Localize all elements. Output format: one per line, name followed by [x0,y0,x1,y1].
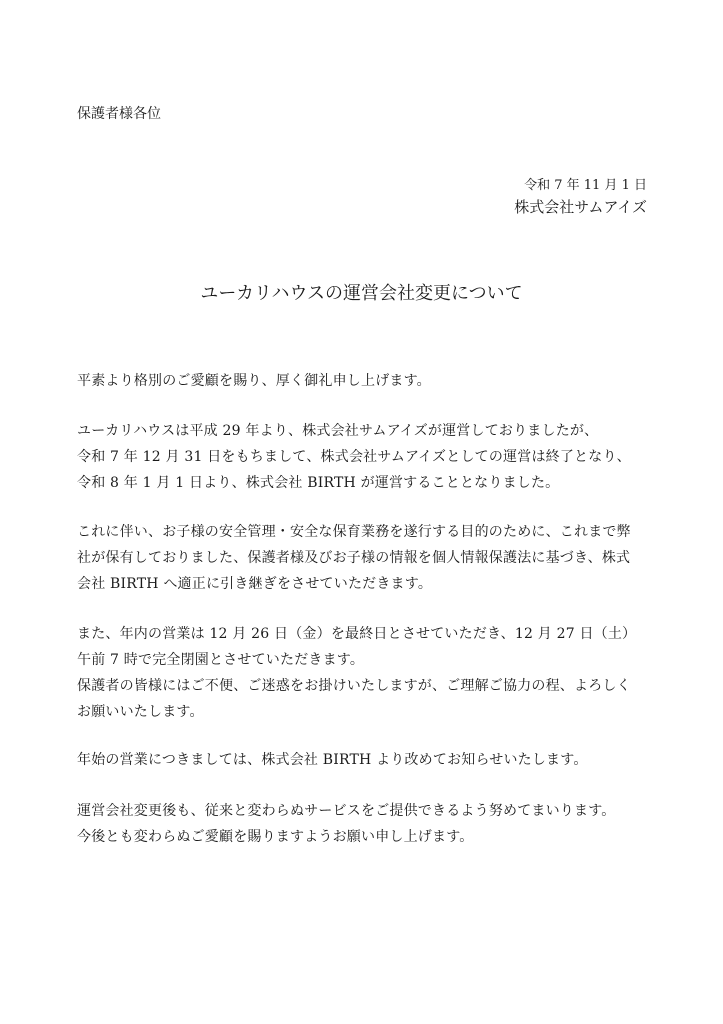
paragraph-line: 平素より格別のご愛顧を賜り、厚く御礼申し上げます。 [77,373,431,389]
paragraph-line: 午前 7 時で完全閉園とさせていただきます。 [77,652,365,668]
paragraph-line: これに伴い、お子様の安全管理・安全な保育業務を遂行する目的のために、これまで弊 [77,524,631,540]
paragraph-line: 令和 7 年 12 月 31 日をもちまして、株式会社サムアイズとしての運営は終了となり、 [77,449,631,465]
letter-date: 令和 7 年 11 月 1 日 [524,178,647,193]
paragraph-greeting [77,368,657,394]
paragraph-closing-remarks [77,798,657,850]
addressee: 保護者様各位 [77,106,161,122]
paragraph-line: お願いいたします。 [77,704,204,720]
paragraph-operation-change [77,418,657,496]
paragraph-line: 会社 BIRTH へ適正に引き継ぎをさせていただきます。 [77,576,433,592]
paragraph-line: ユーカリハウスは平成 29 年より、株式会社サムアイズが運営しておりましたが、 [77,423,599,439]
paragraph-line: 令和 8 年 1 月 1 日より、株式会社 BIRTH が運営することとなりました。 [77,475,560,491]
sender-company: 株式会社サムアイズ [514,198,647,216]
paragraph-closing-schedule [77,621,657,725]
paragraph-new-year-notice [77,747,657,773]
paragraph-line: また、年内の営業は 12 月 26 日（金）を最終日とさせていただき、12 月 27 日（土） [77,626,637,642]
paragraph-line: 運営会社変更後も、従来と変わらぬサービスをご提供できるよう努めてまいります。 [77,803,616,819]
paragraph-data-transfer [77,519,657,597]
paragraph-line: 社が保有しておりました、保護者様及びお子様の情報を個人情報保護法に基づき、株式 [77,550,631,566]
paragraph-line: 年始の営業につきましては、株式会社 BIRTH より改めてお知らせいたします。 [77,752,588,768]
paragraph-line: 今後とも変わらぬご愛顧を賜りますようお願い申し上げます。 [77,829,474,845]
letter-title: ユーカリハウスの運営会社変更について [200,283,523,304]
paragraph-line: 保護者の皆様にはご不便、ご迷惑をお掛けいたしますが、ご理解ご協力の程、よろしく [77,678,631,694]
